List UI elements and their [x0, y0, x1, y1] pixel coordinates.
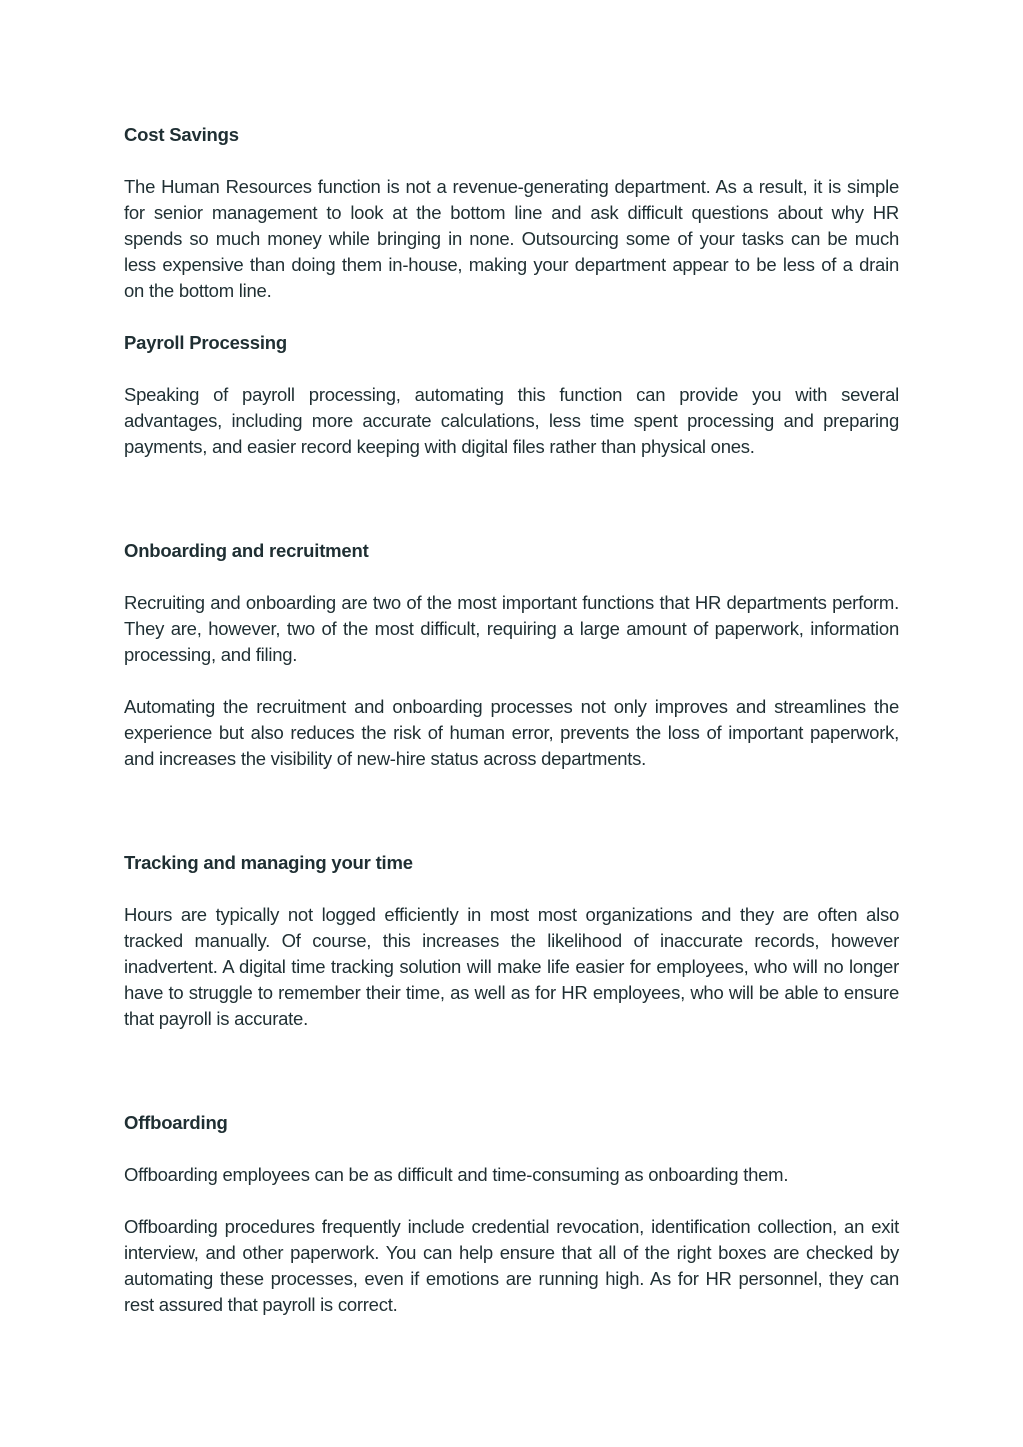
- section-paragraph: Offboarding procedures frequently include credential revocation, identification collection, an exit interview, and other paperwork. You can help ensure that all of the right boxes are checked by automating these processes, even if emotions are running high. As for HR personnel, they can rest assured that payroll is correct.: [124, 1216, 899, 1315]
- document-body: [124, 122, 899, 1318]
- section-heading: Onboarding and recruitment: [124, 540, 369, 561]
- section-offboarding: [124, 1110, 899, 1318]
- section-paragraph: Speaking of payroll processing, automating this function can provide you with several advantages, including more accurate calculations, less time spent processing and preparing payments, and easier record keeping with digital files rather than physical ones.: [124, 384, 899, 457]
- section-heading: Payroll Processing: [124, 332, 287, 353]
- section-onboarding-recruitment: [124, 538, 899, 772]
- section-paragraph: The Human Resources function is not a revenue-generating department. As a result, it is simple for senior management to look at the bottom line and ask difficult questions about why HR spends so much money while bringing in none. Outsourcing some of your tasks can be much less expensive than doing them in-house, making your department appear to be less of a drain on the bottom line.: [124, 176, 899, 301]
- section-heading: Offboarding: [124, 1112, 228, 1133]
- section-paragraph: Hours are typically not logged efficiently in most most organizations and they are often also tracked manually. Of course, this increases the likelihood of inaccurate records, however inadvertent. A digital time tracking solution will make life easier for employees, who will no longer have to struggle to remember their time, as well as for HR employees, who will be able to ensure that payroll is accurate.: [124, 904, 899, 1029]
- section-paragraph: Offboarding employees can be as difficult and time-consuming as onboarding them.: [124, 1164, 789, 1185]
- section-time-tracking: [124, 850, 899, 1032]
- section-heading: Tracking and managing your time: [124, 852, 413, 873]
- section-paragraph: Automating the recruitment and onboarding processes not only improves and streamlines the experience but also reduces the risk of human error, prevents the loss of important paperwork, and increases the visibility of new-hire status across departments.: [124, 696, 899, 769]
- section-heading: Cost Savings: [124, 124, 239, 145]
- section-payroll-processing: [124, 330, 899, 460]
- section-paragraph: Recruiting and onboarding are two of the most important functions that HR departments perform. They are, however, two of the most difficult, requiring a large amount of paperwork, information processing, and filing.: [124, 592, 899, 665]
- section-cost-savings: [124, 122, 899, 304]
